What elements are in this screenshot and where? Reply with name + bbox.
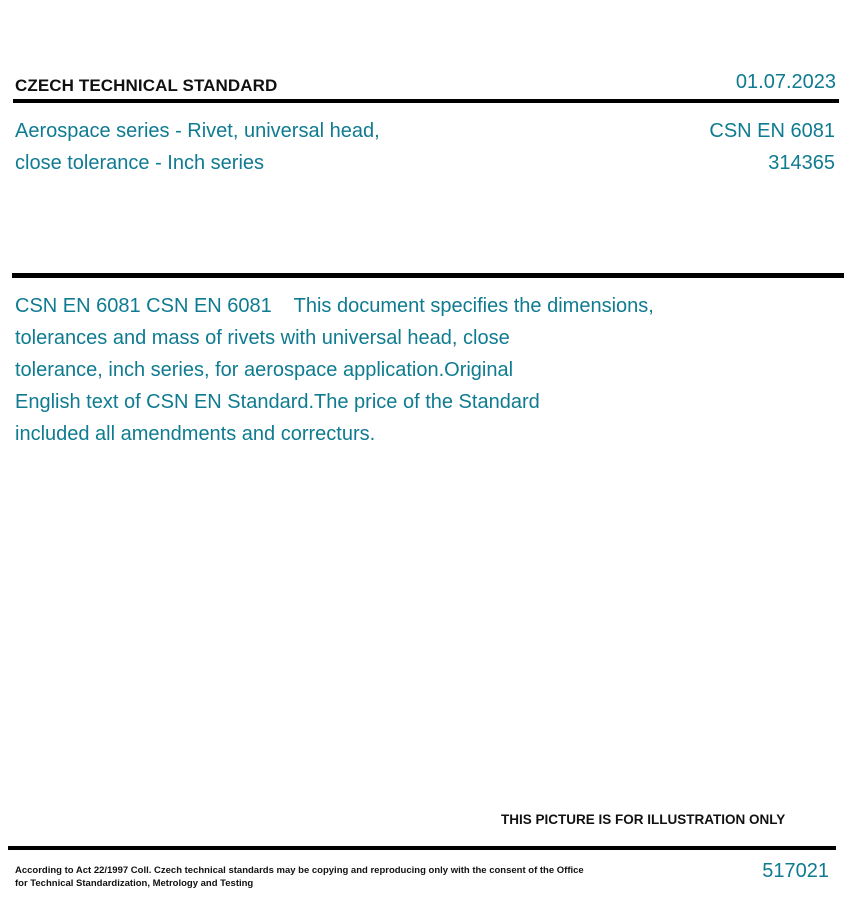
standard-title-line: Aerospace series - Rivet, universal head, (15, 120, 380, 142)
footer-reference-code: 517021 (762, 860, 829, 882)
document-type-label: CZECH TECHNICAL STANDARD (15, 76, 278, 95)
abstract-line: included all amendments and correcturs. (15, 423, 376, 445)
header-divider (13, 99, 839, 103)
standard-title-line: close tolerance - Inch series (15, 152, 265, 174)
legal-notice-line: According to Act 22/1997 Coll. Czech technical standards may be copying and reproducing only with the consent of the Office (15, 865, 584, 876)
standard-title (15, 115, 535, 179)
abstract-text (15, 290, 715, 450)
abstract-line: tolerances and mass of rivets with universal head, close (15, 327, 510, 349)
abstract-line: English text of CSN EN Standard.The price of the Standard (15, 391, 540, 413)
standard-code: CSN EN 6081 (709, 120, 835, 142)
publication-date: 01.07.2023 (735, 71, 836, 93)
footer-divider (8, 846, 836, 850)
legal-notice (15, 864, 615, 890)
abstract-line: CSN EN 6081 CSN EN 6081 This document specifies the dimensions, (15, 295, 654, 317)
standard-catalog-number: 314365 (768, 152, 835, 174)
illustration-notice: THIS PICTURE IS FOR ILLUSTRATION ONLY (501, 812, 786, 827)
legal-notice-line: for Technical Standardization, Metrology and Testing (15, 878, 254, 889)
standard-identifiers (709, 115, 835, 179)
title-divider (12, 273, 844, 278)
abstract-line: tolerance, inch series, for aerospace application.Original (15, 359, 514, 381)
